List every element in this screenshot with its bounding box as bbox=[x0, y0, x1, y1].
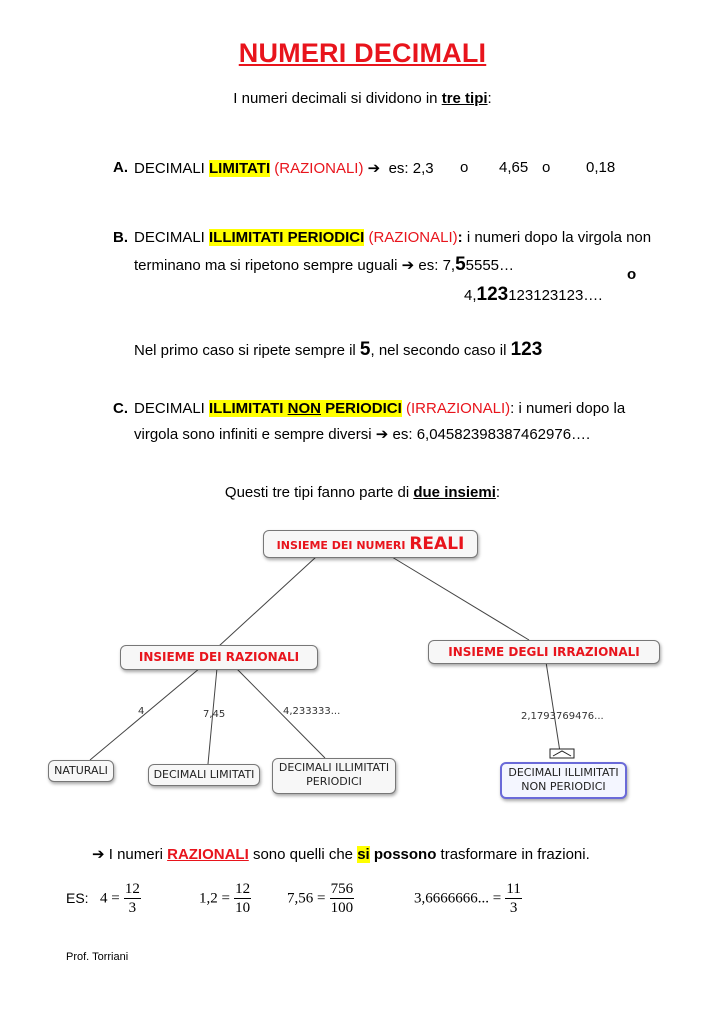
node-nonper-line2: NON PERIODICI bbox=[521, 780, 606, 793]
edge-label-4233: 4,233333... bbox=[283, 706, 341, 717]
edge-label-745: 7,45 bbox=[203, 709, 226, 720]
node-decimali-limitati[interactable] bbox=[148, 764, 260, 786]
rule-text2: sono quelli che bbox=[248, 846, 358, 863]
example-4-num: 11 bbox=[506, 881, 521, 897]
item-b-or: o bbox=[627, 266, 637, 283]
rule-possono: possono bbox=[369, 846, 437, 863]
node-limitati-label: DECIMALI LIMITATI bbox=[153, 768, 255, 781]
example-4 bbox=[414, 880, 522, 917]
item-b-letter: B. bbox=[113, 229, 128, 246]
example-2 bbox=[199, 880, 251, 917]
node-razionali-label: INSIEME DEI RAZIONALI bbox=[138, 650, 300, 664]
node-irrazionali-label: INSIEME DEGLI IRRAZIONALI bbox=[448, 645, 640, 659]
rule-razionali: RAZIONALI bbox=[167, 846, 249, 863]
item-b-colon: : bbox=[457, 229, 463, 246]
intro-colon: : bbox=[487, 90, 492, 107]
item-a-v3: 0,18 bbox=[586, 159, 616, 176]
example-1-num: 12 bbox=[124, 881, 140, 897]
item-a-v2: 4,65 bbox=[499, 159, 529, 176]
item-c-example: es: 6,04582398387462976…. bbox=[388, 426, 591, 443]
node-periodici-line1: DECIMALI ILLIMITATI bbox=[278, 761, 390, 774]
examples-label: ES: bbox=[66, 890, 89, 906]
edge-root-razionali bbox=[219, 557, 316, 646]
item-b-paren: (RAZIONALI) bbox=[368, 229, 458, 246]
item-a-o2: o bbox=[542, 159, 551, 176]
item-c-paren-text: IRRAZIONALI bbox=[410, 400, 506, 417]
sets-colon: : bbox=[495, 484, 501, 501]
item-a-example: es: 2,3 bbox=[388, 160, 434, 177]
node-reali[interactable] bbox=[263, 530, 478, 558]
node-reali-pre: INSIEME DEI NUMERI bbox=[276, 539, 410, 552]
note-text1: Nel primo caso si ripete sempre il bbox=[134, 342, 360, 359]
item-c-highlight-non: NON bbox=[287, 400, 321, 417]
item-b-highlight: ILLIMITATI PERIODICI bbox=[209, 229, 365, 246]
node-decimali-non-periodici[interactable] bbox=[500, 762, 627, 799]
item-c-text2: virgola sono infiniti e sempre diversi bbox=[134, 426, 376, 443]
page-title: NUMERI DECIMALI bbox=[238, 38, 487, 68]
item-c-letter: C. bbox=[113, 400, 128, 417]
edge-label-2179: 2,1793769476... bbox=[521, 711, 604, 722]
item-c-prefix: DECIMALI bbox=[134, 400, 210, 417]
example-2-num: 12 bbox=[235, 881, 251, 897]
arrow-icon: ➔ bbox=[375, 426, 389, 443]
example-2-fraction bbox=[234, 880, 251, 917]
item-b-paren-text: RAZIONALI bbox=[373, 229, 453, 246]
example-4-den: 3 bbox=[509, 900, 518, 916]
item-b-example-label: es: 7, bbox=[414, 257, 456, 274]
sets-text: Questi tre tipi fanno parte di bbox=[224, 484, 414, 501]
rule-text1: I numeri bbox=[104, 846, 168, 863]
edge-root-irrazionali bbox=[392, 557, 529, 640]
item-b-prefix: DECIMALI bbox=[134, 229, 210, 246]
edge-label-4: 4 bbox=[138, 706, 145, 717]
node-naturali-label: NATURALI bbox=[54, 764, 108, 777]
item-b-example2-rest: 123123123…. bbox=[508, 287, 603, 304]
edge-irrazionali-nonperiodici bbox=[546, 662, 560, 752]
example-1-fraction bbox=[124, 880, 141, 917]
item-b-example1-rest: 5555… bbox=[465, 257, 515, 274]
node-naturali[interactable] bbox=[48, 760, 114, 782]
sets-emphasis: due insiemi bbox=[413, 484, 496, 501]
intro-emphasis: tre tipi bbox=[441, 90, 488, 107]
item-a-paren: (RAZIONALI) bbox=[274, 160, 364, 177]
example-4-fraction bbox=[505, 880, 521, 917]
node-irrazionali[interactable] bbox=[428, 640, 660, 664]
example-3 bbox=[287, 880, 354, 917]
item-b-example1-period: 5 bbox=[455, 254, 466, 275]
item-a-letter: A. bbox=[113, 159, 128, 176]
example-1-lhs: 4 = bbox=[100, 890, 120, 907]
node-periodici-line2: PERIODICI bbox=[306, 775, 362, 788]
example-1-den: 3 bbox=[128, 900, 137, 916]
item-a-prefix: DECIMALI bbox=[134, 160, 210, 177]
example-3-lhs: 7,56 = bbox=[287, 890, 326, 907]
item-c-highlight1: ILLIMITATI bbox=[209, 400, 288, 417]
example-2-lhs: 1,2 = bbox=[199, 890, 230, 907]
item-b-text1: i numeri dopo la virgola non bbox=[462, 229, 652, 246]
example-2-den: 10 bbox=[235, 900, 251, 916]
node-razionali[interactable] bbox=[120, 645, 318, 670]
item-a-highlight: LIMITATI bbox=[209, 160, 271, 177]
note-text2: , nel secondo caso il bbox=[370, 342, 511, 359]
item-b-example2-pre: 4, bbox=[464, 287, 477, 304]
edge-razionali-naturali bbox=[90, 668, 200, 760]
item-b-example2-period: 123 bbox=[476, 284, 509, 305]
item-b-text2: terminano ma si ripetono sempre uguali bbox=[134, 257, 402, 274]
example-3-den: 100 bbox=[330, 900, 354, 916]
rule-si: si bbox=[357, 846, 370, 863]
arrow-icon: ➔ bbox=[92, 846, 105, 863]
item-c-highlight2: PERIODICI bbox=[320, 400, 402, 417]
item-c-paren: (IRRAZIONALI) bbox=[405, 400, 511, 417]
note-period1: 5 bbox=[359, 339, 371, 360]
note-period2: 123 bbox=[510, 339, 543, 360]
example-4-lhs: 3,6666666... = bbox=[414, 890, 502, 907]
item-c-text1: : i numeri dopo la bbox=[510, 400, 626, 417]
example-1 bbox=[100, 880, 141, 917]
item-a-o1: o bbox=[460, 159, 469, 176]
arrow-icon: ➔ bbox=[401, 257, 415, 274]
rationals-rule bbox=[92, 845, 590, 863]
node-nonper-line1: DECIMALI ILLIMITATI bbox=[508, 766, 619, 779]
arrow-icon: ➔ bbox=[367, 160, 381, 177]
collapse-toggle-icon bbox=[550, 749, 574, 758]
intro-text: I numeri decimali si dividono in bbox=[233, 90, 442, 107]
node-decimali-periodici[interactable] bbox=[272, 758, 396, 794]
example-3-num: 756 bbox=[330, 881, 354, 897]
example-3-fraction bbox=[330, 880, 355, 917]
item-a-paren-text: RAZIONALI bbox=[279, 160, 359, 177]
node-reali-big: REALI bbox=[409, 534, 465, 554]
rule-text3: trasformare in frazioni. bbox=[436, 846, 590, 863]
footer-author: Prof. Torriani bbox=[66, 951, 129, 963]
